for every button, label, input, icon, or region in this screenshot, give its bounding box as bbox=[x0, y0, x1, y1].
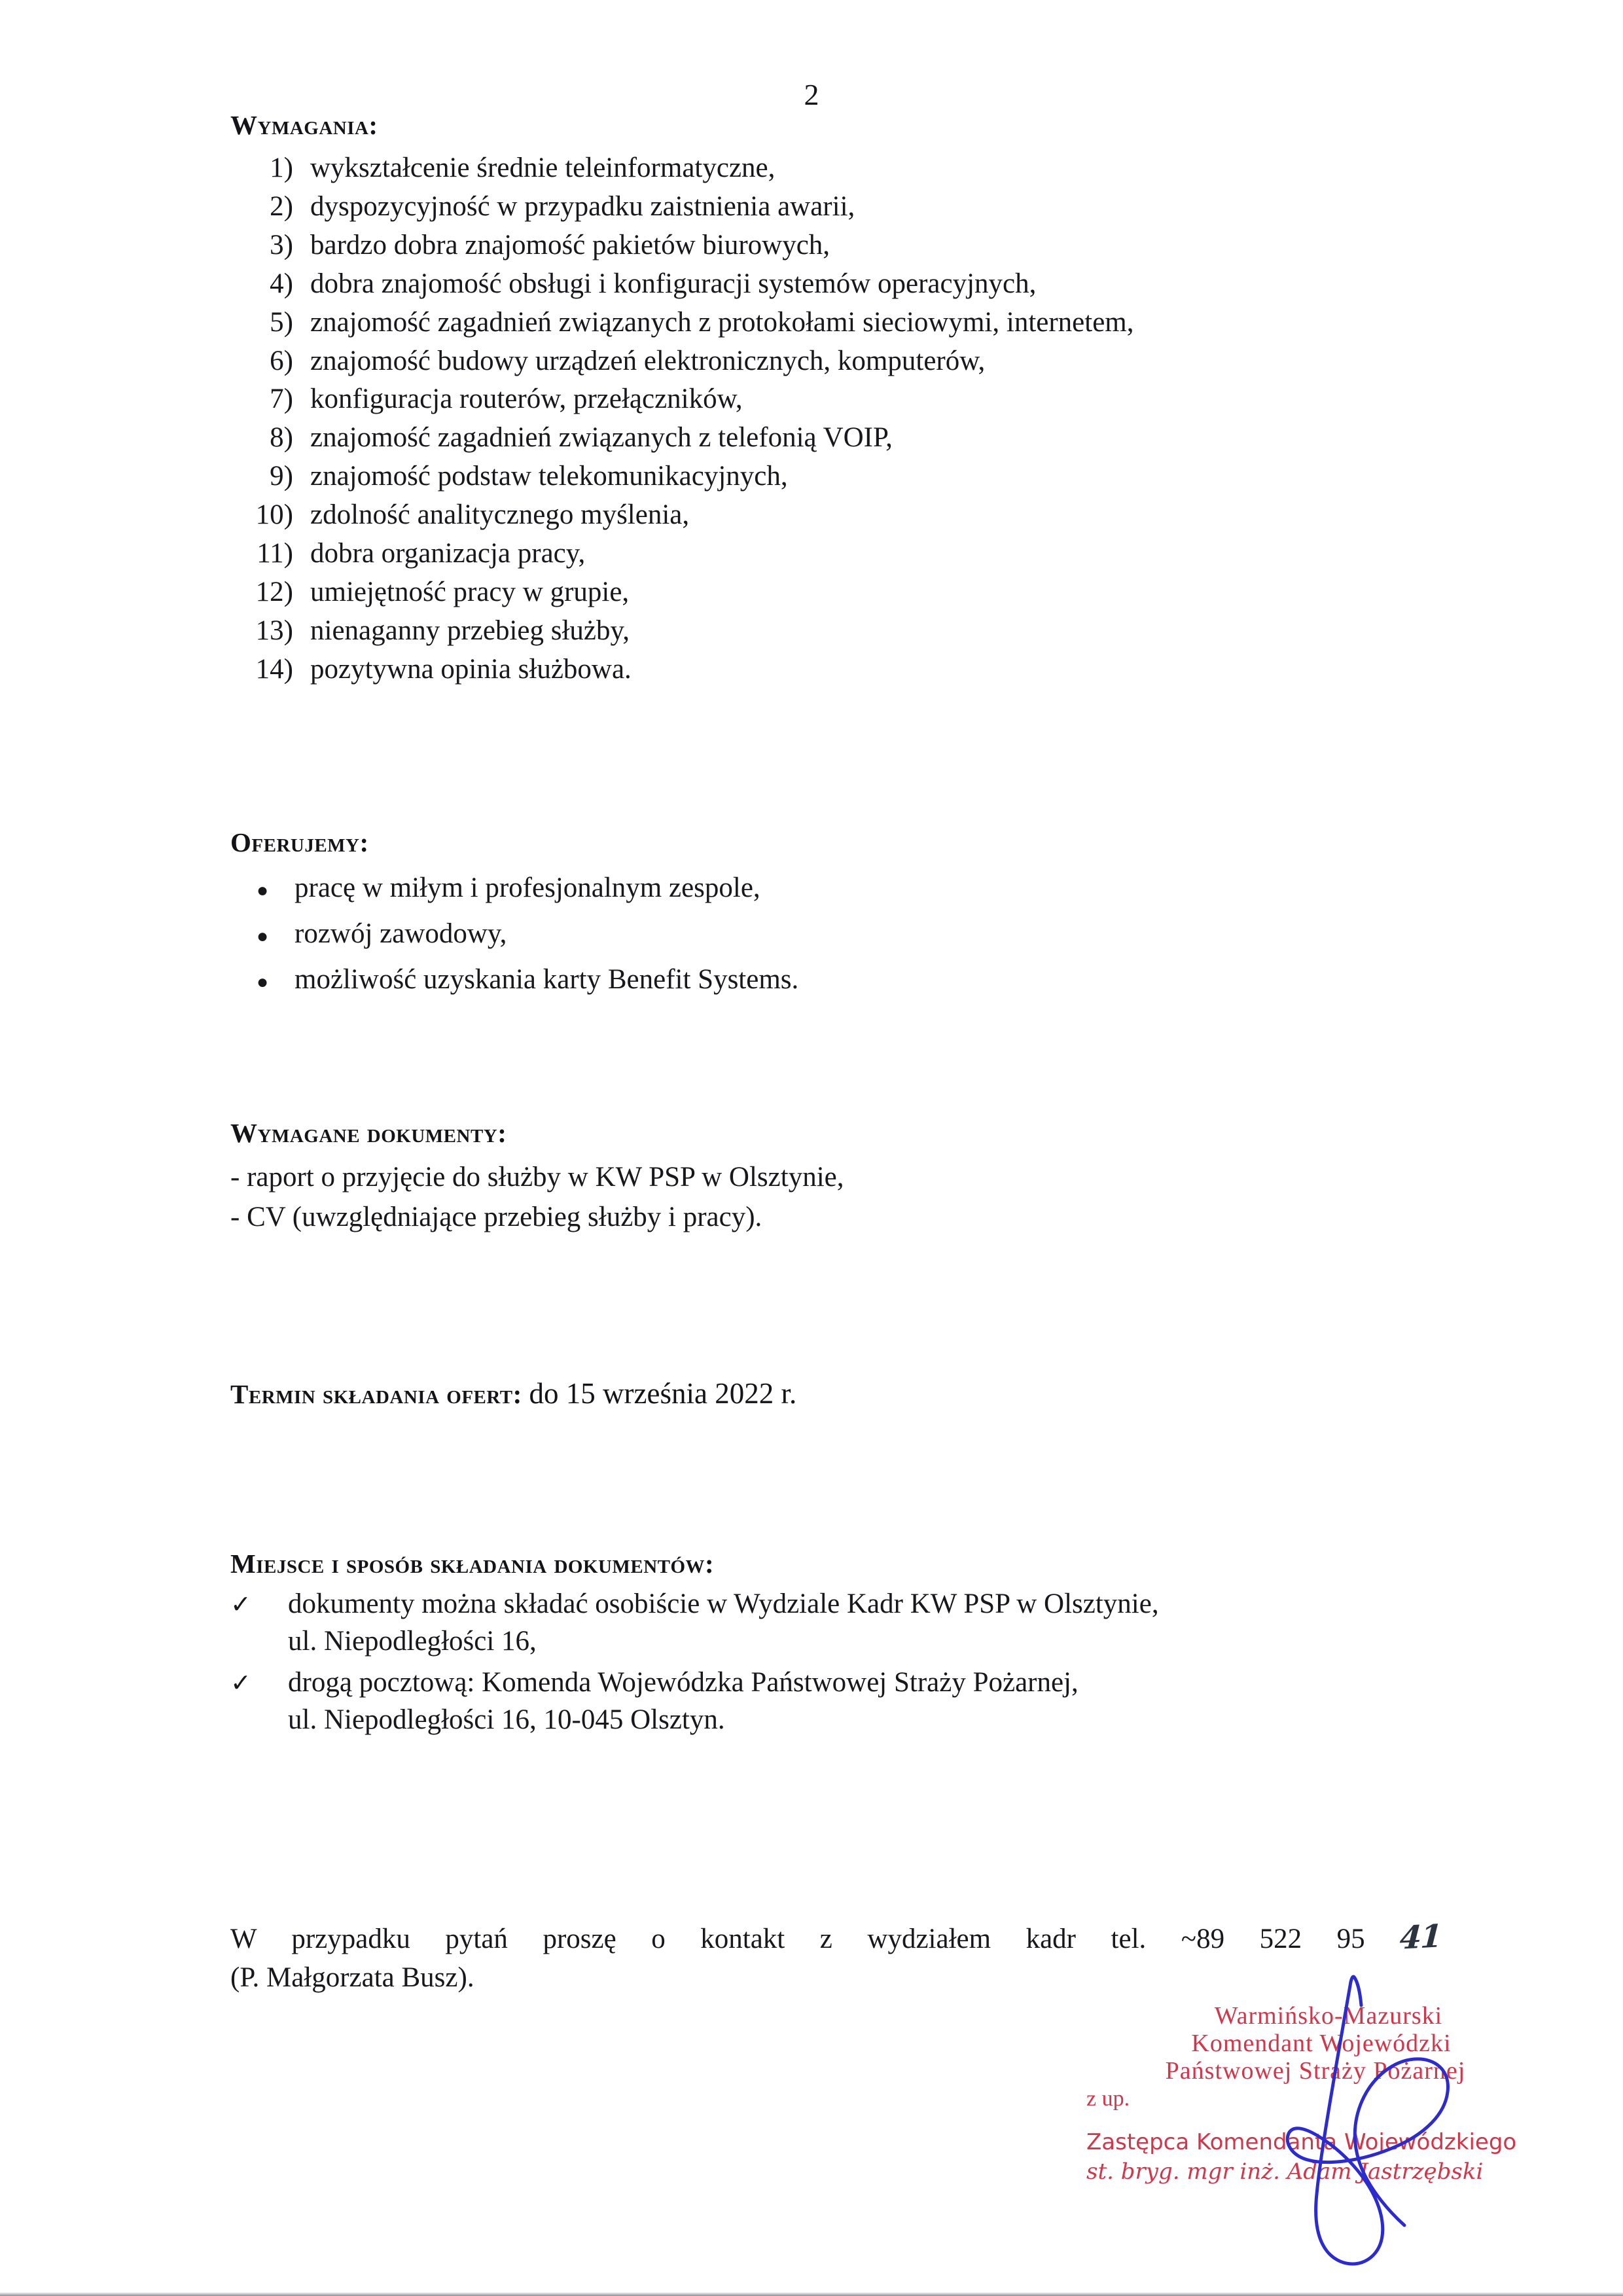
list-item bbox=[230, 343, 1441, 380]
submission-line-1: dokumenty można składać osobiście w Wydziale Kadr KW PSP w Olsztynie, bbox=[288, 1588, 1159, 1620]
offer-heading: Oferujemy: bbox=[230, 827, 369, 857]
list-item bbox=[230, 961, 1441, 998]
list-item bbox=[230, 381, 1441, 418]
list-item: - CV (uwzględniające przebieg służby i pracy). bbox=[230, 1201, 762, 1232]
list-text: dobra organizacja pracy, bbox=[310, 538, 586, 569]
list-item bbox=[230, 535, 1441, 572]
stamp-line-4: z up. bbox=[1086, 2087, 1130, 2111]
list-marker: 9) bbox=[270, 461, 293, 492]
spacer bbox=[230, 690, 1441, 827]
list-marker: 12) bbox=[255, 576, 293, 607]
stamp-line-5: Zastępca Komendanta Wojewódzkiego bbox=[1086, 2129, 1517, 2156]
list-text: bardzo dobra znajomość pakietów biurowych, bbox=[310, 229, 830, 260]
stamp-line-1: Warmińsko-Mazurski bbox=[1214, 2002, 1443, 2030]
list-marker: 8) bbox=[270, 422, 293, 454]
list-text: możliwość uzyskania karty Benefit Systems. bbox=[294, 963, 799, 995]
bullet-icon: ● bbox=[256, 925, 269, 947]
list-item bbox=[230, 458, 1441, 495]
list-text: umiejętność pracy w grupie, bbox=[310, 576, 630, 607]
spacer bbox=[230, 1238, 1441, 1376]
handwritten-digits: 41 bbox=[1399, 1918, 1442, 1957]
list-item bbox=[230, 574, 1441, 611]
closing-paragraph bbox=[230, 1916, 1441, 1997]
list-item bbox=[230, 1664, 1441, 1739]
submission-line-2: ul. Niepodległości 16, bbox=[288, 1626, 537, 1657]
stamp-line-3: Państwowej Straży Pożarnej bbox=[1165, 2056, 1466, 2085]
offer-list bbox=[230, 870, 1441, 998]
submission-line-1: drogą pocztową: Komenda Wojewódzka Państwowej Straży Pożarnej, bbox=[288, 1666, 1079, 1698]
list-marker: 10) bbox=[255, 499, 293, 531]
list-item bbox=[230, 916, 1441, 952]
list-text: dobra znajomość obsługi i konfiguracji systemów operacyjnych, bbox=[310, 268, 1037, 299]
list-marker: 3) bbox=[270, 229, 293, 260]
list-text: znajomość podstaw telekomunikacyjnych, bbox=[310, 461, 788, 492]
list-marker: 11) bbox=[257, 538, 293, 569]
list-marker: 1) bbox=[270, 152, 293, 184]
list-marker: 7) bbox=[270, 384, 293, 415]
stamp-line-6: st. bryg. mgr inż. Adam Jastrzębski bbox=[1086, 2159, 1484, 2185]
list-text: wykształcenie średnie teleinformatyczne, bbox=[310, 152, 776, 184]
list-item bbox=[230, 150, 1441, 187]
documents-heading: Wymagane dokumenty: bbox=[230, 1118, 507, 1149]
list-text: znajomość zagadnień związanych z telefonią VOIP, bbox=[310, 422, 893, 454]
list-text bbox=[288, 1664, 1441, 1739]
list-item bbox=[230, 1586, 1441, 1660]
closing-text: W przypadku pytań proszę o kontakt z wydziałem kadr tel. ~89 522 95 bbox=[230, 1924, 1365, 1955]
list-marker: 13) bbox=[255, 615, 293, 646]
requirements-heading: Wymagania: bbox=[230, 110, 378, 140]
list-text: konfiguracja routerów, przełączników, bbox=[310, 384, 743, 415]
spacer bbox=[230, 1411, 1441, 1549]
bullet-icon: ● bbox=[256, 971, 269, 993]
list-item bbox=[230, 266, 1441, 302]
list-text bbox=[288, 1586, 1441, 1660]
list-text: pozytywna opinia służbowa. bbox=[310, 653, 632, 685]
spacer bbox=[230, 1742, 1441, 1880]
list-marker: 14) bbox=[255, 653, 293, 685]
list-text: pracę w miłym i profesjonalnym zespole, bbox=[294, 872, 760, 903]
list-marker: 5) bbox=[270, 306, 293, 338]
deadline-line bbox=[230, 1376, 1441, 1412]
list-item bbox=[230, 304, 1441, 341]
bullet-icon: ● bbox=[256, 879, 269, 901]
check-icon: ✓ bbox=[230, 1669, 251, 1697]
deadline-label: Termin składania ofert: bbox=[230, 1378, 522, 1409]
spacer bbox=[230, 1880, 1441, 1916]
list-item bbox=[230, 227, 1441, 264]
list-text: znajomość budowy urządzeń elektronicznych, komputerów, bbox=[310, 345, 986, 376]
list-item bbox=[230, 497, 1441, 533]
closing-line-1 bbox=[230, 1916, 1441, 1959]
scan-bottom-edge bbox=[0, 2292, 1623, 2296]
list-item bbox=[230, 613, 1441, 649]
official-stamp bbox=[1086, 2003, 1544, 2185]
deadline-value: do 15 września 2022 r. bbox=[529, 1376, 797, 1410]
closing-line-2: (P. Małgorzata Busz). bbox=[230, 1962, 474, 1994]
documents-list bbox=[230, 1158, 1441, 1236]
stamp-line-2: Komendant Wojewódzki bbox=[1191, 2029, 1452, 2057]
list-marker: 4) bbox=[270, 268, 293, 299]
requirements-list bbox=[230, 150, 1441, 687]
list-text: zdolność analitycznego myślenia, bbox=[310, 499, 690, 531]
list-marker: 2) bbox=[270, 191, 293, 223]
submission-heading: Miejsce i sposób składania dokumentów: bbox=[230, 1549, 715, 1579]
list-marker: 6) bbox=[270, 345, 293, 376]
list-item bbox=[230, 420, 1441, 456]
spacer bbox=[230, 1007, 1441, 1118]
submission-line-2: ul. Niepodległości 16, 10-045 Olsztyn. bbox=[288, 1704, 725, 1735]
check-icon: ✓ bbox=[230, 1591, 251, 1619]
page-number: 2 bbox=[804, 78, 819, 111]
list-text: dyspozycyjność w przypadku zaistnienia awarii, bbox=[310, 191, 855, 223]
submission-list bbox=[230, 1586, 1441, 1738]
list-item bbox=[230, 651, 1441, 688]
list-text: znajomość zagadnień związanych z protokołami sieciowymi, internetem, bbox=[310, 306, 1134, 338]
list-text: rozwój zawodowy, bbox=[294, 918, 507, 949]
list-text: nienaganny przebieg służby, bbox=[310, 615, 630, 646]
list-item bbox=[230, 870, 1441, 906]
list-item bbox=[230, 188, 1441, 225]
list-item: - raport o przyjęcie do służby w KW PSP w Olsztynie, bbox=[230, 1161, 844, 1193]
document-content bbox=[230, 110, 1441, 1997]
